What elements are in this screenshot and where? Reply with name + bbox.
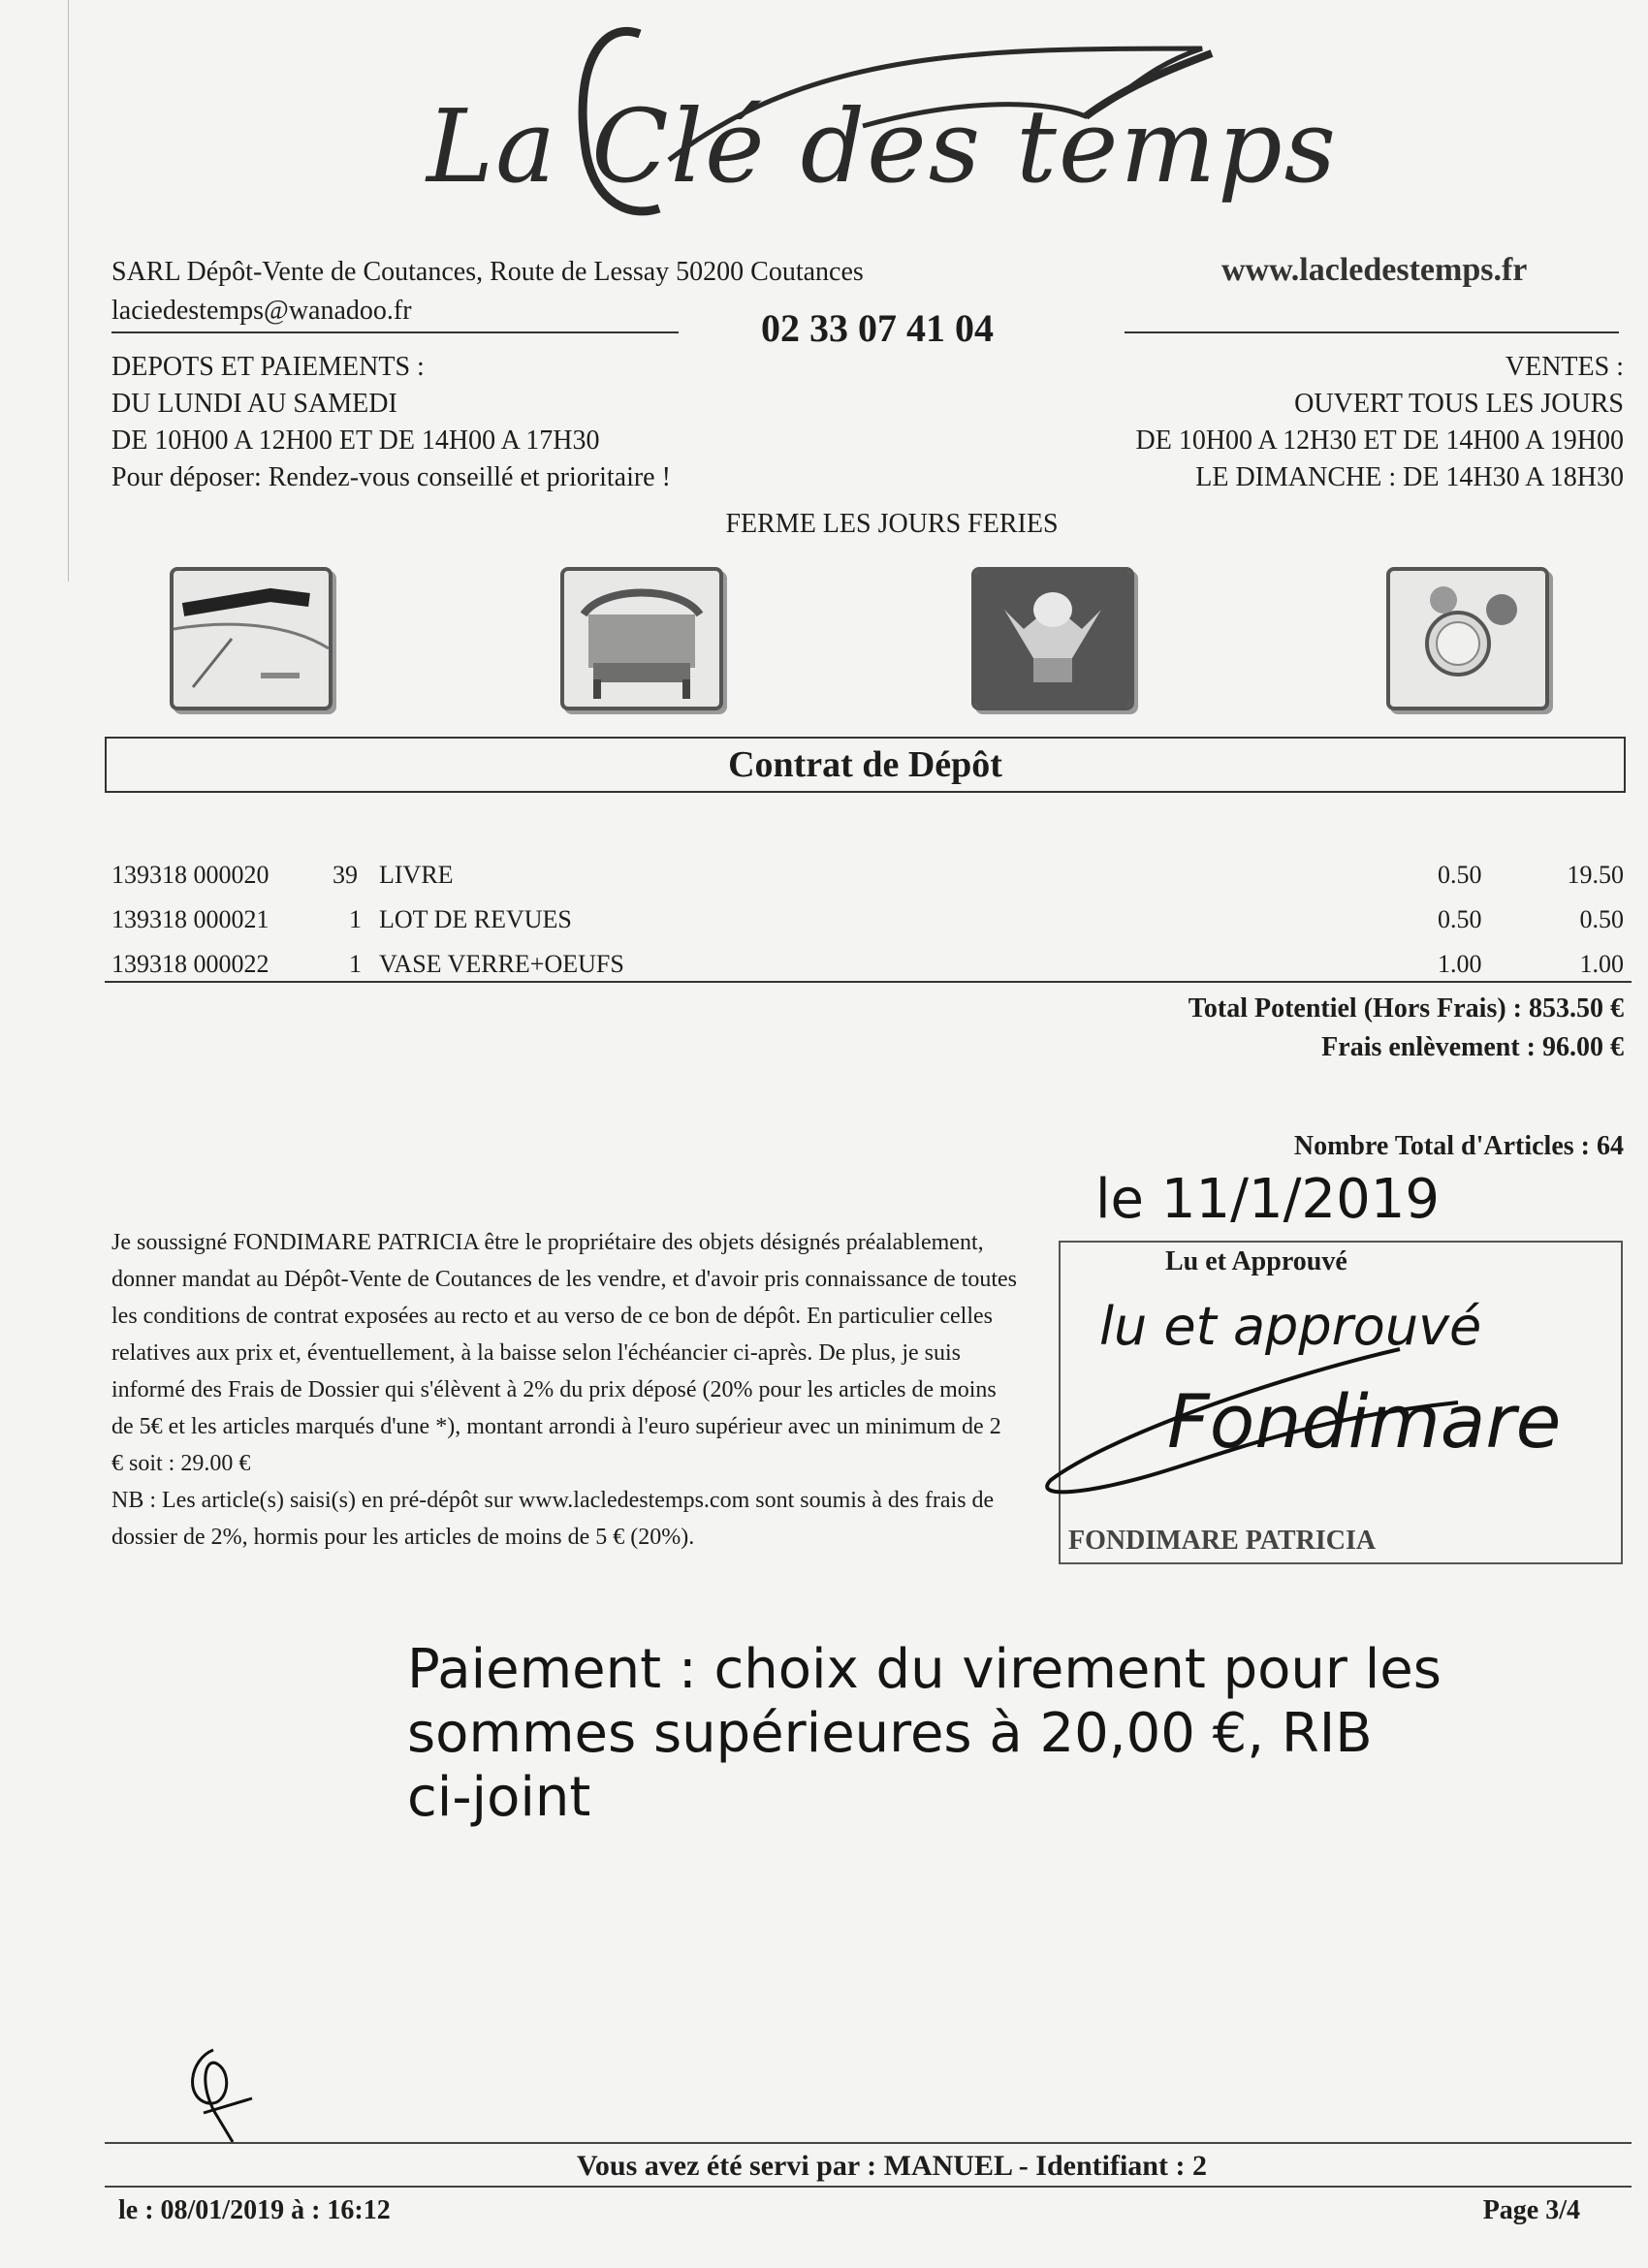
- thumbnail-ornament-image: [971, 567, 1134, 710]
- item-qty: 1: [349, 950, 362, 978]
- item-desc: VASE VERRE+OEUFS: [379, 950, 624, 978]
- item-unit-price: 0.50: [1438, 861, 1482, 889]
- contract-title: Contrat de Dépôt: [105, 737, 1626, 793]
- hours-deposit-times: DE 10H00 A 12H00 ET DE 14H00 A 17H30: [111, 425, 600, 456]
- thumbnail-watch-image: [1386, 567, 1549, 710]
- closed-note: FERME LES JOURS FERIES: [725, 509, 1059, 539]
- handwritten-note-line: sommes supérieures à 20,00 €, RIB: [407, 1702, 1373, 1765]
- scan-edge: [68, 0, 69, 582]
- divider: [1125, 331, 1619, 333]
- item-desc: LIVRE: [379, 861, 454, 889]
- item-total: 1.00: [1579, 950, 1624, 978]
- hours-sales: [1136, 349, 1625, 496]
- hours-deposit: [111, 349, 671, 496]
- initials-mark: [174, 2040, 262, 2152]
- company-phone: 02 33 07 41 04: [761, 306, 994, 350]
- hours-deposit-title: DEPOTS ET PAIEMENTS :: [111, 352, 425, 382]
- hours-sales-sunday: LE DIMANCHE : DE 14H30 A 18H30: [1195, 462, 1624, 492]
- signer-name: FONDIMARE PATRICIA: [1068, 1526, 1377, 1556]
- company-email: laciedestemps@wanadoo.fr: [111, 296, 412, 326]
- thumbnail-sofa-image: [560, 567, 723, 710]
- removal-fee: Frais enlèvement : 96.00 €: [1321, 1032, 1624, 1062]
- handwritten-date: le 11/1/2019: [1095, 1168, 1440, 1231]
- legal-nb: NB : Les article(s) saisi(s) en pré-dépôt sur www.lacledestemps.com sont soumis à des frais de dossier de 2%, hormis pour les articles de moins de 5 € (20%).: [111, 1488, 995, 1550]
- item-ref: 139318 000021: [111, 905, 269, 933]
- item-ref: 139318 000022: [111, 950, 269, 978]
- served-by: Vous avez été servi par : MANUEL - Identifiant : 2: [577, 2150, 1207, 2182]
- divider: [105, 2142, 1632, 2144]
- thumbnail-clock-image: [170, 567, 333, 710]
- handwritten-note-line: ci-joint: [407, 1766, 591, 1829]
- handwritten-payment-note: [407, 1638, 1442, 1830]
- hours-deposit-days: DU LUNDI AU SAMEDI: [111, 389, 397, 419]
- hours-sales-title: VENTES :: [1505, 352, 1624, 382]
- company-address: SARL Dépôt-Vente de Coutances, Route de Lessay 50200 Coutances: [111, 257, 864, 287]
- item-qty: 1: [349, 905, 362, 933]
- company-website: www.lacledestemps.fr: [1221, 252, 1528, 288]
- approval-title: Lu et Approuvé: [1165, 1246, 1347, 1276]
- hours-deposit-note: Pour déposer: Rendez-vous conseillé et prioritaire !: [111, 462, 671, 492]
- page-number: Page 3/4: [1482, 2195, 1580, 2225]
- footer-date: le : 08/01/2019 à : 16:12: [118, 2195, 391, 2225]
- handwritten-signature: Fondimare: [1167, 1378, 1562, 1465]
- handwritten-note-line: Paiement : choix du virement pour les: [407, 1638, 1442, 1701]
- item-total: 0.50: [1579, 905, 1624, 933]
- hours-sales-times: DE 10H00 A 12H30 ET DE 14H00 A 19H00: [1135, 425, 1624, 456]
- legal-paragraph: Je soussigné FONDIMARE PATRICIA être le propriétaire des objets désignés préalablement, donner mandat au Dépôt-Vente de Coutances de les vendre, et d'avoir pris connaissance de toutes les conditions de contrat exposées au recto et au verso de ce bon de dépôt. En particulier celles relatives aux prix et, éventuellement, à la baisse selon l'échéancier ci-après. De plus, je suis informé des Frais de Dossier qui s'élèvent à 2% du prix déposé (20% pour les articles de moins de 5€ et les articles marqués d'une *), montant arrondi à l'euro supérieur avec un minimum de 2 € soit : 29.00 €: [111, 1230, 1018, 1476]
- table-row: [111, 950, 1624, 992]
- signature-flourish: [1031, 1310, 1613, 1509]
- total-potential: Total Potentiel (Hors Frais) : 853.50 €: [1188, 993, 1624, 1024]
- item-unit-price: 0.50: [1438, 905, 1482, 933]
- handwritten-approval: lu et approuvé: [1099, 1296, 1482, 1357]
- hours-sales-days: OUVERT TOUS LES JOURS: [1294, 389, 1624, 419]
- divider: [105, 2186, 1632, 2188]
- logo-text: La Clé des temps: [427, 87, 1339, 205]
- item-total: 19.50: [1567, 861, 1624, 889]
- article-count: Nombre Total d'Articles : 64: [1293, 1131, 1624, 1161]
- table-row: [111, 905, 1624, 948]
- item-unit-price: 1.00: [1438, 950, 1482, 978]
- item-qty: 39: [333, 861, 358, 889]
- item-ref: 139318 000020: [111, 861, 269, 889]
- legal-text: [111, 1224, 1018, 1556]
- signature-box: [1059, 1241, 1623, 1564]
- table-row: [111, 861, 1624, 903]
- divider: [111, 331, 679, 333]
- divider: [105, 981, 1632, 983]
- item-desc: LOT DE REVUES: [379, 905, 572, 933]
